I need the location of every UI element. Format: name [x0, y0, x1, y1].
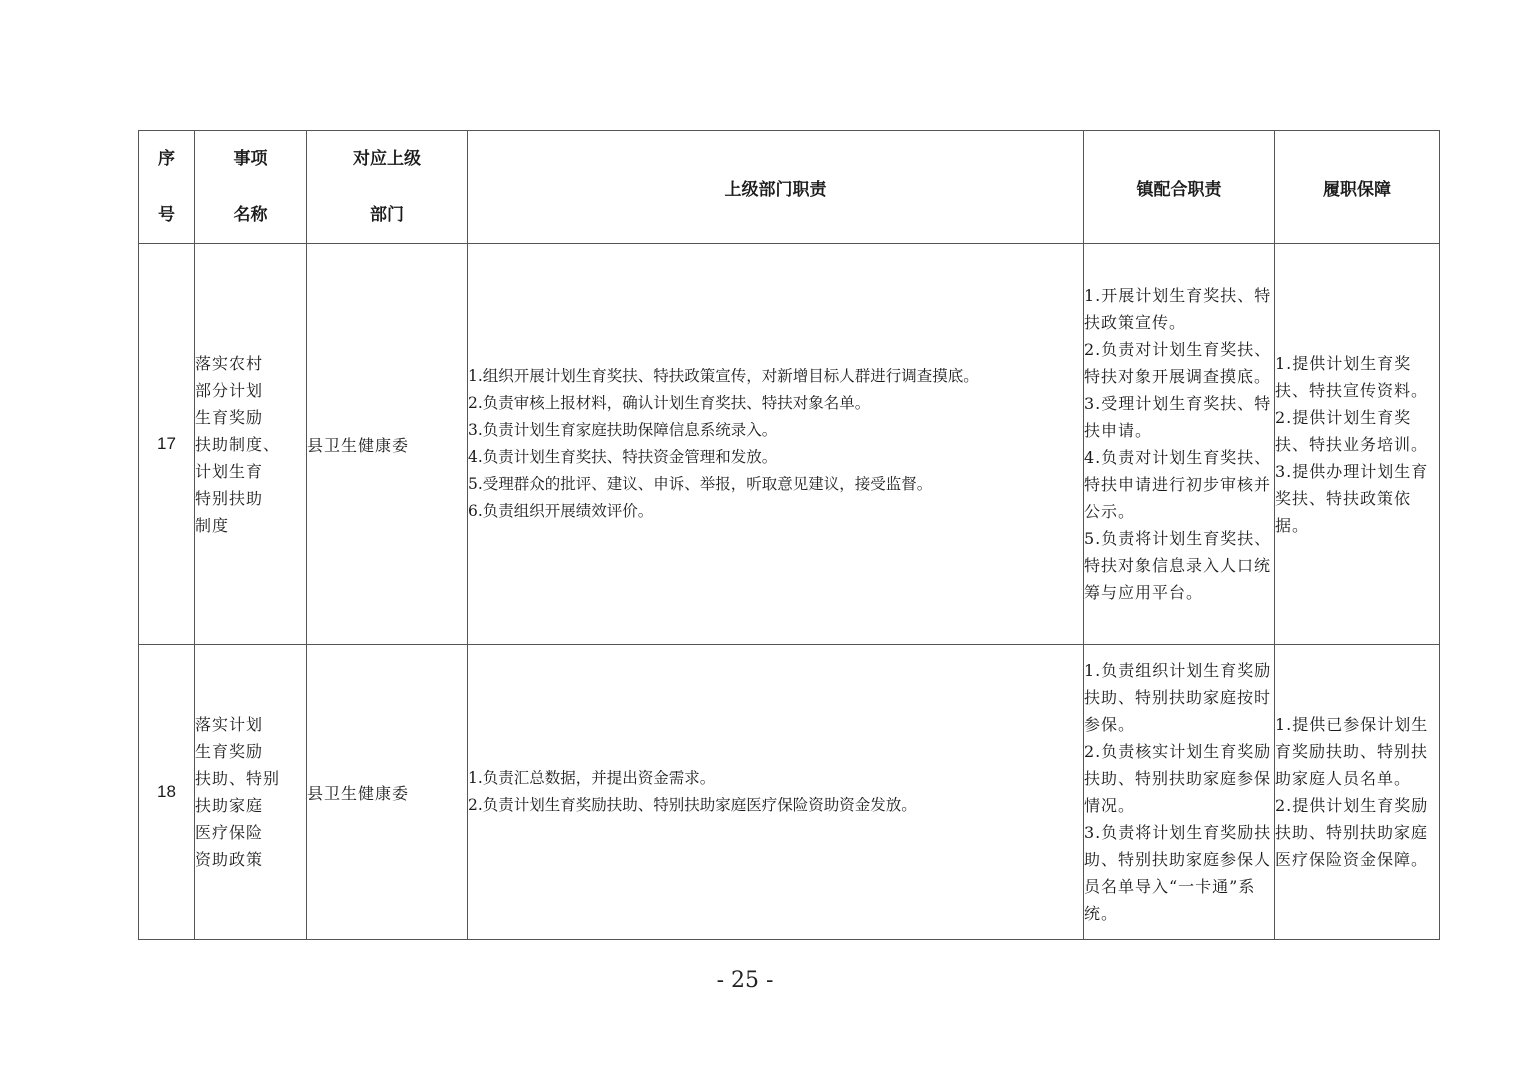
town-duty-item: 5.负责将计划生育奖扶、特扶对象信息录入人口统筹与应用平台。: [1084, 529, 1272, 602]
table-row: [139, 244, 1440, 645]
item-name-line: 资助政策: [195, 850, 264, 869]
item-name-line: 生育奖励: [195, 407, 264, 427]
town-duty-item: 3.负责将计划生育奖励扶助、特别扶助家庭参保人员名单导入“一卡通”系统。: [1084, 823, 1272, 923]
upper-duty-item: 1.组织开展计划生育奖扶、特扶政策宣传，对新增目标人群进行调查摸底。: [468, 367, 979, 385]
upper-department: 县卫生健康委: [307, 244, 468, 645]
header-upper-dept: [307, 131, 468, 244]
page-number: - 25 -: [716, 968, 774, 993]
upper-duty-item: 3.负责计划生育家庭扶助保障信息系统录入。: [468, 421, 778, 439]
header-seq-line1: 序: [158, 149, 175, 169]
header-seq-line2: 号: [158, 205, 175, 225]
table-row: [139, 645, 1440, 940]
upper-duty-item: 2.负责审核上报材料，确认计划生育奖扶、特扶对象名单。: [468, 394, 871, 412]
town-duty-item: 2.负责核实计划生育奖励扶助、特别扶助家庭参保情况。: [1084, 742, 1272, 815]
item-name-line: 生育奖励: [195, 742, 264, 761]
item-name-line: 制度: [195, 515, 230, 535]
town-duty-item: 3.受理计划生育奖扶、特扶申请。: [1084, 394, 1272, 440]
guarantee-item: 1.提供已参保计划生育奖励扶助、特别扶助家庭人员名单。: [1275, 715, 1429, 788]
item-name-line: 扶助、特别: [195, 769, 281, 788]
item-name-line: 特别扶助: [195, 488, 264, 508]
header-dept-line1: 对应上级: [353, 149, 421, 169]
guarantees: [1275, 645, 1440, 940]
town-duties: [1084, 244, 1275, 645]
upper-duty-item: 5.受理群众的批评、建议、申诉、举报，听取意见建议，接受监督。: [468, 475, 933, 493]
header-upper-duty: [468, 131, 1084, 244]
header-dept-line2: 部门: [370, 205, 404, 225]
duty-table: [138, 130, 1440, 940]
guarantee-item: 2.提供计划生育奖扶、特扶业务培训。: [1275, 407, 1429, 454]
upper-duty-item: 1.负责汇总数据，并提出资金需求。: [468, 769, 716, 787]
upper-duty-item: 6.负责组织开展绩效评价。: [468, 502, 654, 520]
item-name-line: 落实农村: [195, 353, 264, 373]
town-duty-item: 4.负责对计划生育奖扶、特扶申请进行初步审核并公示。: [1084, 448, 1272, 521]
item-name: [195, 244, 307, 645]
guarantee-item: 1.提供计划生育奖扶、特扶宣传资料。: [1275, 353, 1429, 400]
town-duty-item: 1.开展计划生育奖扶、特扶政策宣传。: [1084, 286, 1272, 332]
item-name-line: 落实计划: [195, 715, 264, 734]
item-name-line: 扶助制度、: [195, 434, 281, 454]
item-name-line: 扶助家庭: [195, 796, 264, 815]
guarantee-item: 3.提供办理计划生育奖扶、特扶政策依据。: [1275, 461, 1429, 535]
town-duty-item: 2.负责对计划生育奖扶、特扶对象开展调查摸底。: [1084, 340, 1272, 386]
header-guarantee: [1275, 131, 1440, 244]
header-item-line1: 事项: [233, 149, 268, 169]
item-name-line: 医疗保险: [195, 823, 264, 842]
guarantee-item: 2.提供计划生育奖励扶助、特别扶助家庭医疗保险资金保障。: [1275, 796, 1429, 869]
item-name-line: 部分计划: [195, 380, 264, 400]
row-number: 18: [139, 645, 195, 940]
header-guarantee-label: 履职保障: [1323, 179, 1391, 200]
upper-duties: [468, 645, 1084, 940]
header-upper-duty-label: 上级部门职责: [724, 179, 827, 200]
header-item-name: [195, 131, 307, 244]
header-town-duty-label: 镇配合职责: [1136, 179, 1222, 200]
guarantees: [1275, 244, 1440, 645]
item-name-line: 计划生育: [195, 461, 264, 481]
upper-duty-item: 4.负责计划生育奖扶、特扶资金管理和发放。: [468, 448, 778, 466]
town-duty-item: 1.负责组织计划生育奖励扶助、特别扶助家庭按时参保。: [1084, 661, 1272, 734]
upper-duty-item: 2.负责计划生育奖励扶助、特别扶助家庭医疗保险资助资金发放。: [468, 796, 917, 814]
item-name: [195, 645, 307, 940]
header-town-duty: [1084, 131, 1275, 244]
town-duties: [1084, 645, 1275, 940]
upper-department: 县卫生健康委: [307, 645, 468, 940]
upper-duties: [468, 244, 1084, 645]
row-number: 17: [139, 244, 195, 645]
header-seq: [139, 131, 195, 244]
header-item-line2: 名称: [233, 205, 268, 225]
header-row: [139, 131, 1440, 244]
